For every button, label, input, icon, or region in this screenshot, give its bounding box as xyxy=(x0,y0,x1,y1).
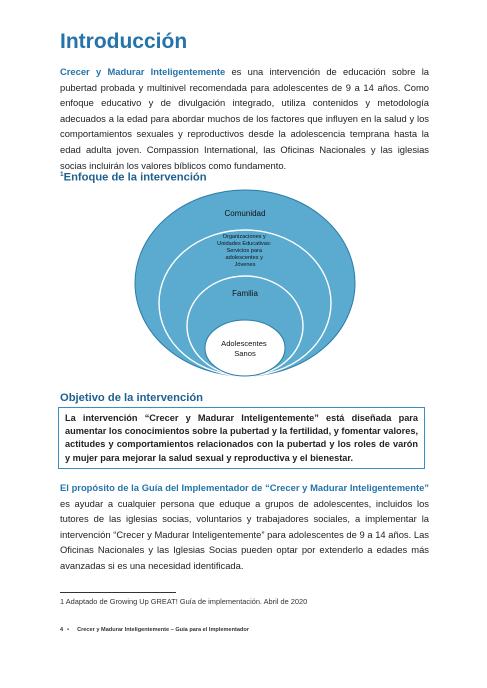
objetivo-box: La intervención “Crecer y Madurar Inteligentemente” está diseñada para aumentar los conocimientos sobre la pubertad y la fertilidad, y fomentar valores, actitudes y comportamientos relacionados con la pubertad y los roles de varón y mujer para mejorar la salud sexual y reproductiva y el bienestar. xyxy=(58,407,425,469)
enfoque-heading xyxy=(60,171,207,184)
label-familia: Familia xyxy=(232,289,258,298)
core-line: Adolescentes xyxy=(221,339,267,348)
page-footer xyxy=(60,627,249,633)
org-line: Servicios para xyxy=(226,248,262,254)
core-line: Sanos xyxy=(234,349,256,358)
intro-paragraph xyxy=(60,64,429,173)
org-line: adolescentes y xyxy=(225,255,263,261)
footer-bullet: • xyxy=(67,627,70,633)
enfoque-heading-text: Enfoque de la intervención xyxy=(63,171,207,184)
footnote: 1 Adaptado de Growing Up GREAT! Guía de implementación. Abril de 2020 xyxy=(60,597,308,606)
concentric-diagram xyxy=(130,188,360,378)
page-title: Introducción xyxy=(60,30,188,53)
proposito-paragraph xyxy=(60,480,429,574)
footnote-ref: 1 xyxy=(60,171,64,178)
core-adolescentes xyxy=(205,320,285,376)
intro-text: es una intervención de educación sobre la pubertad probada y multinivel recomendada para adolescentes de 9 a 14 años. Como enfoque educativo y de divulgación integrado, utiliza contenidos y metodología adecuados a la edad para abordar muchos de los factores que influyen en la salud y los comportamientos sexuales y reproductivos desde la adolescencia temprana hasta la edad adulta joven. Compassion International, las Oficinas Nacionales y las iglesias socias incluirán los valores bíblicos como fundamento. xyxy=(60,66,430,171)
org-line: Unidades Educativas: xyxy=(217,241,272,247)
label-comunidad: Comunidad xyxy=(224,209,266,218)
objetivo-heading: Objetivo de la intervención xyxy=(60,392,203,404)
proposito-text: es ayudar a cualquier persona que eduque a grupos de adolescentes, incluidos los tutores de las iglesias socias, voluntarios y trabajadores sociales, a implementar la intervención “Crecer y Madurar Inteligentemente” para adolescentes de 9 a 14 años. Las Oficinas Nacionales y las Iglesias Socias pueden optar por extenderlo a edades más avanzadas si es una necesidad identificada. xyxy=(60,497,429,571)
footer-text: Crecer y Madurar Inteligentemente – Guía para el Implementador xyxy=(77,627,250,633)
org-line: Jóvenes xyxy=(234,262,256,268)
intro-highlight: Crecer y Madurar Inteligentemente xyxy=(60,66,226,77)
footnote-divider xyxy=(60,592,176,593)
proposito-highlight: El propósito de la Guía del Implementador de “Crecer y Madurar Inteligentemente” xyxy=(60,482,429,493)
org-line: Organizaciones y xyxy=(222,234,266,240)
page-number: 4 xyxy=(60,627,64,633)
